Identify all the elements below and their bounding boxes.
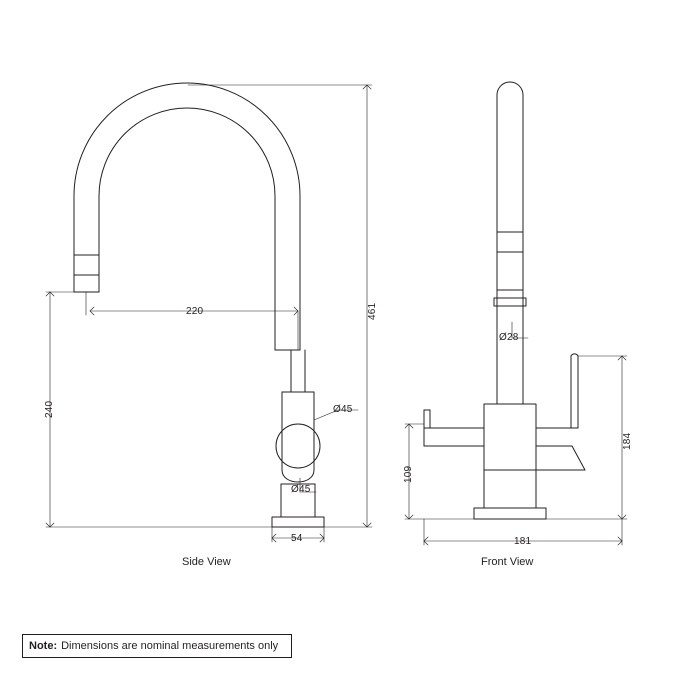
dimension-label-front-spout-body-height: 109 — [403, 465, 414, 483]
dimension-label-front-base-width: 181 — [514, 536, 532, 547]
dimension-label-front-body-height: 184 — [622, 432, 633, 450]
front-view-caption: Front View — [481, 556, 534, 568]
note-text: Dimensions are nominal measurements only — [61, 640, 279, 652]
side-view-dimensions — [46, 85, 372, 542]
note-box — [22, 634, 292, 658]
dimension-label-handle-diameter: Ø28 — [499, 332, 519, 343]
note-label: Note: — [29, 640, 58, 652]
side-view-outline — [74, 83, 324, 527]
front-view-dimensions — [405, 322, 627, 545]
side-view-caption: Side View — [182, 556, 231, 568]
front-view-outline — [424, 82, 585, 519]
dimension-label-base-width: 54 — [291, 533, 303, 544]
dimension-label-body-diameter: Ø45 — [333, 404, 353, 415]
dimension-label-overall-height: 461 — [367, 302, 378, 320]
dimension-label-spout-height: 240 — [44, 400, 55, 418]
dimension-label-spout-reach: 220 — [186, 306, 204, 317]
dimension-label-base-diameter: Ø45 — [291, 484, 311, 495]
